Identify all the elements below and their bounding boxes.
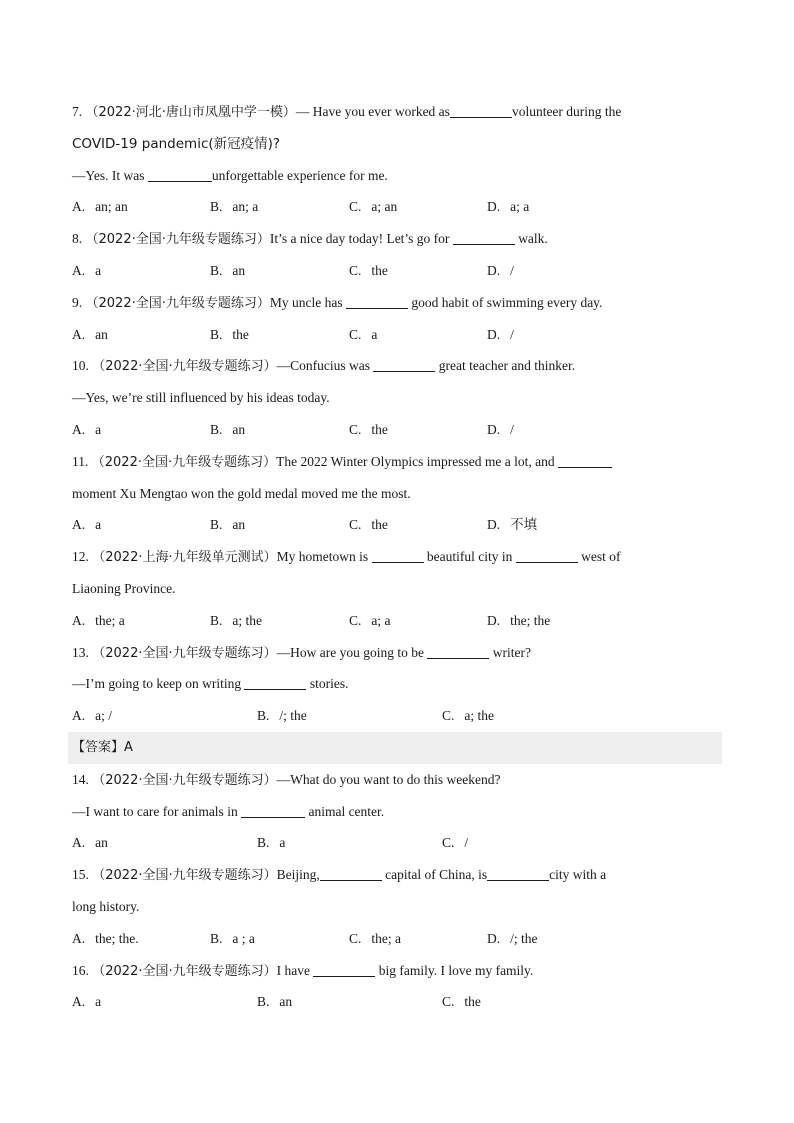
option-label: B. [257, 994, 270, 1010]
option-text: /; the [279, 708, 307, 724]
option-a[interactable] [72, 700, 112, 732]
option-text: an; a [232, 199, 259, 215]
question-15-line-2 [72, 891, 722, 923]
option-label: B. [210, 612, 223, 628]
option-text: a [95, 262, 102, 278]
question-number: 12. [72, 549, 89, 565]
option-text: a; the [232, 612, 263, 628]
option-c[interactable] [442, 986, 481, 1018]
option-a[interactable] [72, 255, 101, 287]
question-text: Liaoning Province. [72, 580, 176, 596]
question-text: west of [577, 549, 621, 565]
question-text: big family. I love my family. [375, 962, 534, 978]
option-a[interactable] [72, 605, 125, 637]
question-7-line-1 [72, 96, 722, 128]
question-text: — Have you ever worked as [295, 104, 450, 119]
option-c[interactable] [349, 319, 377, 351]
answer-bar [68, 732, 722, 764]
question-text: unforgettable experience for me. [211, 167, 388, 183]
option-text: a [95, 517, 102, 533]
answer-blank[interactable] [516, 548, 578, 563]
option-a[interactable] [72, 509, 101, 541]
question-text: animal center. [305, 803, 385, 819]
question-text: long history. [72, 898, 140, 914]
option-d[interactable] [487, 255, 514, 287]
option-text: a [95, 994, 102, 1010]
option-a[interactable] [72, 414, 101, 446]
question-number: 14. [72, 771, 89, 787]
answer-blank[interactable] [373, 357, 435, 372]
question-9-line-1 [72, 287, 722, 319]
question-text: I have [276, 962, 314, 978]
option-label: A. [72, 612, 86, 628]
question-text: It’s a nice day today! Let’s go for [269, 231, 453, 247]
option-text: a; a [371, 612, 391, 628]
question-text: Beijing, [276, 867, 320, 883]
option-d[interactable] [487, 414, 514, 446]
question-source: （2022·全国·九年级专题练习） [92, 359, 277, 375]
answer-blank[interactable] [244, 675, 306, 690]
question-text: —Yes, we’re still influenced by his ideas today. [72, 390, 330, 406]
question-16-options [72, 986, 722, 1018]
option-label: B. [257, 708, 270, 724]
question-11-options [72, 509, 722, 541]
option-text: a [95, 421, 102, 437]
option-a[interactable] [72, 319, 108, 351]
answer-blank[interactable] [487, 866, 549, 881]
option-c[interactable] [349, 255, 388, 287]
answer-blank[interactable] [320, 866, 382, 881]
option-text: the; the [510, 612, 551, 628]
question-text: The 2022 Winter Olympics impressed me a lot, and [276, 453, 559, 469]
option-label: C. [442, 994, 455, 1010]
option-b[interactable] [210, 605, 262, 637]
answer-blank[interactable] [427, 644, 489, 659]
question-text: My uncle has [269, 294, 346, 310]
question-source: （2022·全国·九年级专题练习） [91, 454, 277, 470]
question-text: beautiful city in [423, 549, 516, 565]
answer-blank[interactable] [346, 294, 408, 309]
option-label: B. [210, 199, 223, 215]
option-text: a; the [464, 708, 495, 724]
option-text: an [95, 326, 108, 342]
question-text: writer? [489, 644, 531, 660]
option-text: an [95, 835, 108, 851]
option-text: /; the [510, 930, 538, 946]
answer-blank[interactable] [313, 962, 375, 977]
answer-blank[interactable] [372, 548, 424, 563]
question-8-options [72, 255, 722, 287]
question-12-line-2 [72, 573, 722, 605]
question-number: 15. [72, 867, 89, 883]
question-13-line-2 [72, 668, 722, 700]
option-label: B. [257, 835, 270, 851]
option-text: a [371, 326, 378, 342]
option-b[interactable] [210, 414, 245, 446]
question-text: My hometown is [276, 549, 372, 565]
question-source: （2022·全国·九年级专题练习） [92, 772, 277, 788]
question-text: great teacher and thinker. [435, 358, 576, 374]
question-10-options [72, 414, 722, 446]
question-number: 11. [72, 453, 89, 469]
question-source: （2022·全国·九年级专题练习） [85, 232, 270, 248]
option-label: D. [487, 262, 501, 278]
option-label: C. [349, 199, 362, 215]
option-b[interactable] [257, 827, 285, 859]
option-d[interactable] [487, 509, 537, 542]
question-number: 10. [72, 358, 89, 374]
option-text: the [371, 517, 388, 533]
option-label: B. [210, 517, 223, 533]
option-label: A. [72, 708, 86, 724]
question-9-options [72, 319, 722, 351]
option-label: C. [349, 262, 362, 278]
question-number: 16. [72, 962, 89, 978]
option-c[interactable] [442, 827, 468, 859]
option-c[interactable] [349, 191, 397, 223]
question-text: —What do you want to do this weekend? [276, 771, 501, 787]
option-text: / [510, 326, 514, 342]
option-label: D. [487, 326, 501, 342]
option-text: the [371, 262, 388, 278]
question-text: COVID-19 pandemic(新冠疫情)? [72, 135, 281, 152]
question-12-line-1 [72, 541, 722, 573]
option-d[interactable] [487, 605, 550, 637]
option-text: an; an [95, 199, 128, 215]
option-text: a ; a [232, 930, 255, 946]
option-label: A. [72, 199, 86, 215]
option-text: an [232, 262, 246, 278]
option-text: a; an [371, 199, 398, 215]
option-label: A. [72, 930, 86, 946]
option-label: A. [72, 517, 86, 533]
question-13-options [72, 700, 722, 732]
question-10-line-2 [72, 382, 722, 414]
answer-text: 【答案】A [72, 739, 133, 755]
option-c[interactable] [349, 923, 401, 955]
question-source: （2022·全国·九年级专题练习） [85, 295, 270, 311]
option-a[interactable] [72, 923, 139, 955]
option-text: a; / [95, 708, 112, 724]
option-text: a [279, 835, 286, 851]
question-11-line-1 [72, 446, 722, 478]
option-b[interactable] [210, 509, 245, 541]
question-text: stories. [306, 676, 349, 692]
option-text: 不填 [510, 517, 538, 534]
option-a[interactable] [72, 986, 101, 1018]
question-text: volunteer during the [511, 104, 622, 119]
option-text: the; a [371, 930, 402, 946]
question-14-line-1 [72, 764, 722, 796]
option-label: B. [210, 930, 223, 946]
answer-blank[interactable] [241, 803, 305, 818]
option-text: a; a [510, 199, 530, 215]
question-text: —Yes. It was [72, 167, 148, 183]
option-c[interactable] [349, 509, 388, 541]
option-text: / [464, 835, 469, 851]
question-16-line-1 [72, 955, 722, 987]
question-15-line-1 [72, 859, 722, 891]
answer-blank[interactable] [558, 453, 612, 468]
option-label: A. [72, 994, 86, 1010]
option-label: C. [349, 612, 362, 628]
question-text: city with a [549, 867, 607, 883]
question-number: 13. [72, 644, 89, 660]
option-text: an [232, 517, 246, 533]
answer-blank[interactable] [453, 230, 515, 245]
option-text: the [371, 421, 388, 437]
question-14-options [72, 827, 722, 859]
question-source: （2022·全国·九年级专题练习） [92, 963, 277, 979]
option-label: C. [349, 421, 362, 437]
option-c[interactable] [349, 605, 391, 637]
option-label: C. [349, 326, 362, 342]
option-label: A. [72, 262, 86, 278]
question-text: capital of China, is [381, 867, 488, 883]
option-text: an [232, 421, 246, 437]
option-label: D. [487, 421, 501, 437]
answer-blank[interactable] [148, 167, 212, 182]
option-a[interactable] [72, 827, 108, 859]
option-b[interactable] [210, 255, 245, 287]
question-source: （2022·全国·九年级专题练习） [92, 868, 277, 884]
option-b[interactable] [257, 700, 307, 732]
question-text: —How are you going to be [276, 644, 428, 660]
option-text: the; a [95, 612, 125, 628]
option-label: B. [210, 421, 223, 437]
question-number: 9. [72, 294, 83, 310]
option-b[interactable] [210, 319, 249, 351]
option-label: A. [72, 326, 86, 342]
option-c[interactable] [349, 414, 388, 446]
question-number: 8. [72, 231, 83, 247]
question-source: （2022·河北·唐山市凤凰中学一模） [85, 105, 296, 120]
question-10-line-1 [72, 350, 722, 382]
option-label: B. [210, 262, 223, 278]
option-label: A. [72, 421, 86, 437]
question-12-options [72, 605, 722, 637]
option-d[interactable] [487, 923, 538, 955]
question-7-options [72, 191, 722, 223]
option-text: the [232, 326, 249, 342]
option-d[interactable] [487, 319, 514, 351]
option-text: the; the. [95, 930, 139, 946]
question-text: walk. [514, 231, 548, 247]
option-text: an [279, 994, 293, 1010]
option-b[interactable] [210, 923, 255, 955]
option-label: D. [487, 612, 501, 628]
question-text: —I’m going to keep on writing [72, 676, 245, 692]
option-a[interactable] [72, 191, 128, 223]
option-label: D. [487, 199, 501, 215]
question-7-line-3 [72, 160, 722, 192]
option-d[interactable] [487, 191, 529, 223]
question-15-options [72, 923, 722, 955]
question-8-line-1 [72, 223, 722, 255]
option-b[interactable] [257, 986, 292, 1018]
worksheet-page [72, 96, 722, 1018]
question-13-line-1 [72, 637, 722, 669]
option-label: C. [349, 930, 362, 946]
question-number: 7. [72, 104, 83, 119]
option-c[interactable] [442, 700, 494, 732]
question-source: （2022·上海·九年级单元测试） [92, 550, 277, 566]
option-label: D. [487, 930, 501, 946]
option-text: / [510, 421, 514, 437]
option-text: / [510, 262, 514, 278]
question-text: —Confucius was [276, 358, 374, 374]
option-label: C. [349, 517, 362, 533]
question-source: （2022·全国·九年级专题练习） [92, 645, 277, 661]
option-text: the [464, 994, 481, 1010]
question-text: good habit of swimming every day. [407, 294, 603, 310]
question-text: moment Xu Mengtao won the gold medal moved me the most. [72, 485, 411, 501]
answer-blank[interactable] [450, 103, 512, 118]
option-label: A. [72, 835, 86, 851]
option-label: B. [210, 326, 223, 342]
option-b[interactable] [210, 191, 258, 223]
option-label: D. [487, 517, 501, 533]
question-text: —I want to care for animals in [72, 803, 242, 819]
option-label: C. [442, 835, 455, 851]
question-14-line-2 [72, 796, 722, 828]
question-7-line-2 [72, 128, 722, 160]
option-label: C. [442, 708, 455, 724]
question-11-line-2 [72, 478, 722, 510]
